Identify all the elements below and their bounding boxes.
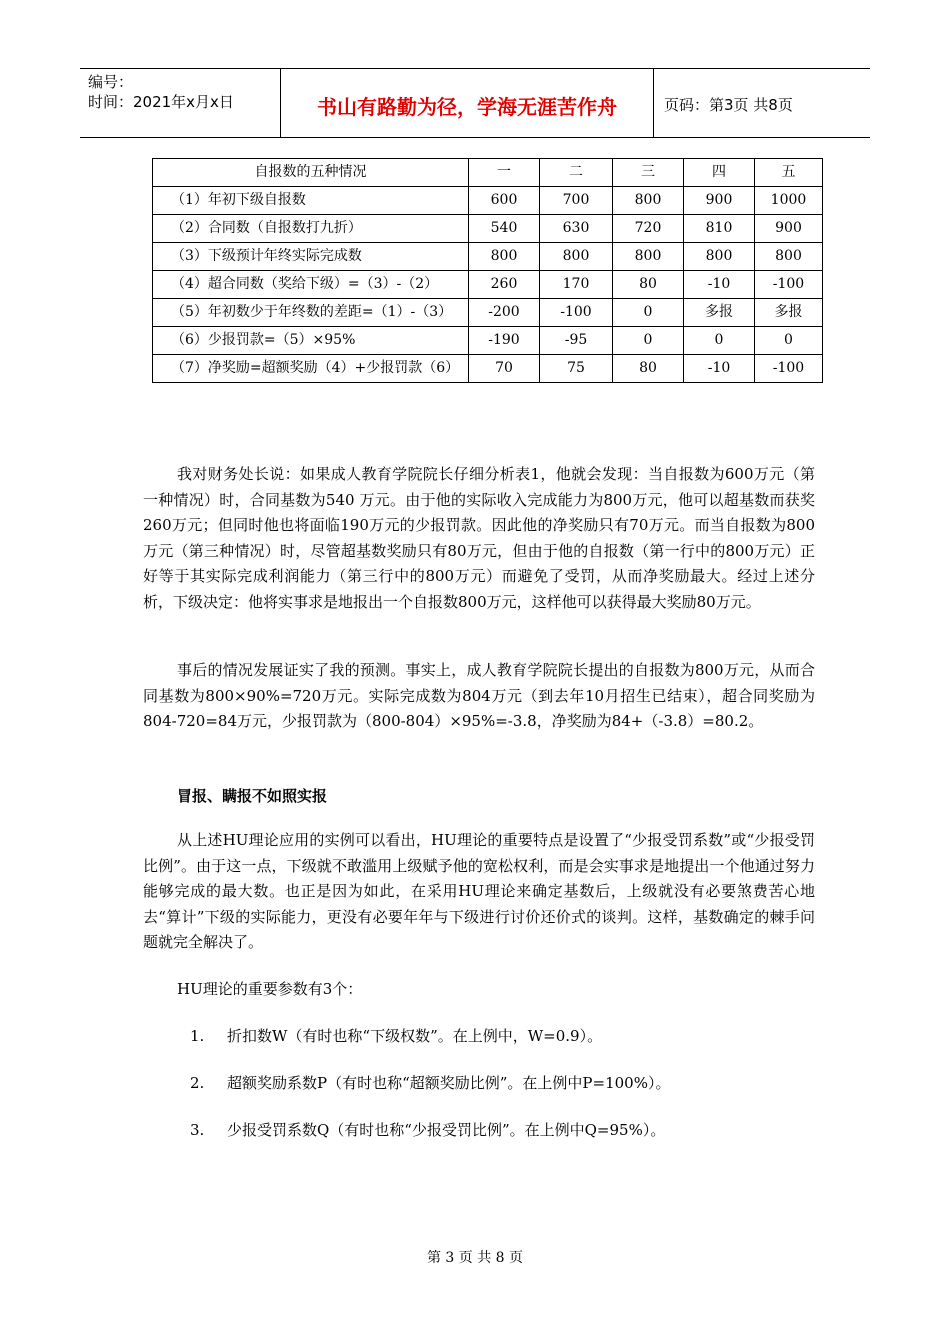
table-header-cell: 三 [613,159,684,187]
list-number: 2. [190,1074,205,1092]
page-label: 页码：第3页 共8页 [664,96,793,114]
table-cell: 1000 [755,187,823,215]
table-header-row [153,159,823,187]
paragraph-outcome: 事后的情况发展证实了我的预测。事实上，成人教育学院院长提出的自报数为800万元，从而合同基数为800×90%=720万元。实际完成数为804万元（到去年10月招生已结束），超合同奖励为804-720=84万元，少报罚款为（800-804）×95%=-3.8，净奖励为84+（-3.8）=80.2。 [143,661,815,730]
table-cell: 900 [755,215,823,243]
row-label: （6）少报罚款=（5）×95% [153,327,469,355]
table-cell: -100 [540,299,613,327]
page-footer: 第 3 页 共 8 页 [426,1250,524,1266]
header-right-cell [654,69,870,137]
list-item [190,1025,602,1046]
table-row [153,271,823,299]
table-cell: -100 [755,271,823,299]
table-header-cell: 自报数的五种情况 [153,159,469,187]
paragraph-analysis: 我对财务处长说：如果成人教育学院院长仔细分析表1，他就会发现：当自报数为600万元（第一种情况）时，合同基数为540 万元。由于他的实际收入完成能力为800万元，他可以超基数而获奖260万元；但同时他也将面临190万元的少报罚款。因此他的净奖励只有70万元。而当自报数为800万元（第三种情况）时，尽管超基数奖励只有80万元，但由于他的自报数（第一行中的800万元）正好等于其实际完成利润能力（第三行中的800万元）而避免了受罚，从而净奖励最大。经过上述分析，下级决定：他将实事求是地报出一个自报数800万元，这样他可以获得最大奖励80万元。 [143,465,815,611]
table-header-cell: 一 [469,159,540,187]
table-header-cell: 五 [755,159,823,187]
table-cell: 70 [469,355,540,383]
motto: 书山有路勤为径，学海无涯苦作舟 [317,95,617,119]
table-row [153,327,823,355]
table-cell: 800 [613,243,684,271]
paragraph-parameters-intro: HU理论的重要参数有3个： [177,980,363,998]
table-cell: 720 [613,215,684,243]
list-number: 1. [190,1027,205,1045]
table-cell: 75 [540,355,613,383]
table-cell: 0 [613,327,684,355]
table-row [153,355,823,383]
table-cell: 810 [684,215,755,243]
table-header-cell: 二 [540,159,613,187]
row-label: （2）合同数（自报数打九折） [153,215,469,243]
table-cell: 多报 [755,299,823,327]
paragraph-hu-theory: 从上述HU理论应用的实例可以看出，HU理论的重要特点是设置了“少报受罚系数”或“少报受罚比例”。由于这一点，下级就不敢滥用上级赋予他的宽松权利，而是会实事求是地提出一个他通过努力能够完成的最大数。也正是因为如此，在采用HU理论来确定基数后，上级就没有必要煞费苦心地去“算计”下级的实际能力，更没有必要年年与下级进行讨价还价式的谈判。这样，基数确定的棘手问题就完全解决了。 [143,831,815,951]
header-motto-cell [281,69,654,137]
table-cell: 900 [684,187,755,215]
page-header [80,68,870,138]
table-row [153,187,823,215]
table-cell: -95 [540,327,613,355]
row-label: （4）超合同数（奖给下级）=（3）-（2） [153,271,469,299]
list-item [190,1119,665,1140]
table-cell: 630 [540,215,613,243]
table-cell: 800 [613,187,684,215]
table-cell: 80 [613,355,684,383]
table-row [153,243,823,271]
table-cell: 800 [684,243,755,271]
list-number: 3. [190,1121,205,1139]
table-cell: 600 [469,187,540,215]
list-text: 折扣数W（有时也称“下级权数”。在上例中，W=0.9）。 [227,1027,603,1045]
five-cases-table [152,158,823,383]
table-cell: 800 [469,243,540,271]
table-cell: -190 [469,327,540,355]
list-item [190,1072,670,1093]
number-label: 编号： [88,73,134,91]
table-row [153,215,823,243]
table-cell: 80 [613,271,684,299]
table-cell: 700 [540,187,613,215]
table-cell: -10 [684,271,755,299]
table-cell: -200 [469,299,540,327]
table-cell: -100 [755,355,823,383]
table-cell: 800 [540,243,613,271]
table-cell: -10 [684,355,755,383]
table-cell: 260 [469,271,540,299]
row-label: （1）年初下级自报数 [153,187,469,215]
table-header-cell: 四 [684,159,755,187]
table-cell: 540 [469,215,540,243]
table-cell: 多报 [684,299,755,327]
section-heading: 冒报、瞒报不如照实报 [177,787,328,805]
table-row [153,299,823,327]
table-cell: 0 [613,299,684,327]
row-label: （5）年初数少于年终数的差距=（1）-（3） [153,299,469,327]
row-label: （7）净奖励=超额奖励（4）+少报罚款（6） [153,355,469,383]
table-cell: 0 [684,327,755,355]
list-text: 超额奖励系数P（有时也称“超额奖励比例”。在上例中P=100%）。 [227,1074,671,1092]
table-cell: 170 [540,271,613,299]
header-left-cell [80,69,281,137]
list-text: 少报受罚系数Q（有时也称“少报受罚比例”。在上例中Q=95%）。 [227,1121,666,1139]
table-cell: 800 [755,243,823,271]
table-cell: 0 [755,327,823,355]
row-label: （3）下级预计年终实际完成数 [153,243,469,271]
date-label: 时间：2021年x月x日 [88,93,234,111]
